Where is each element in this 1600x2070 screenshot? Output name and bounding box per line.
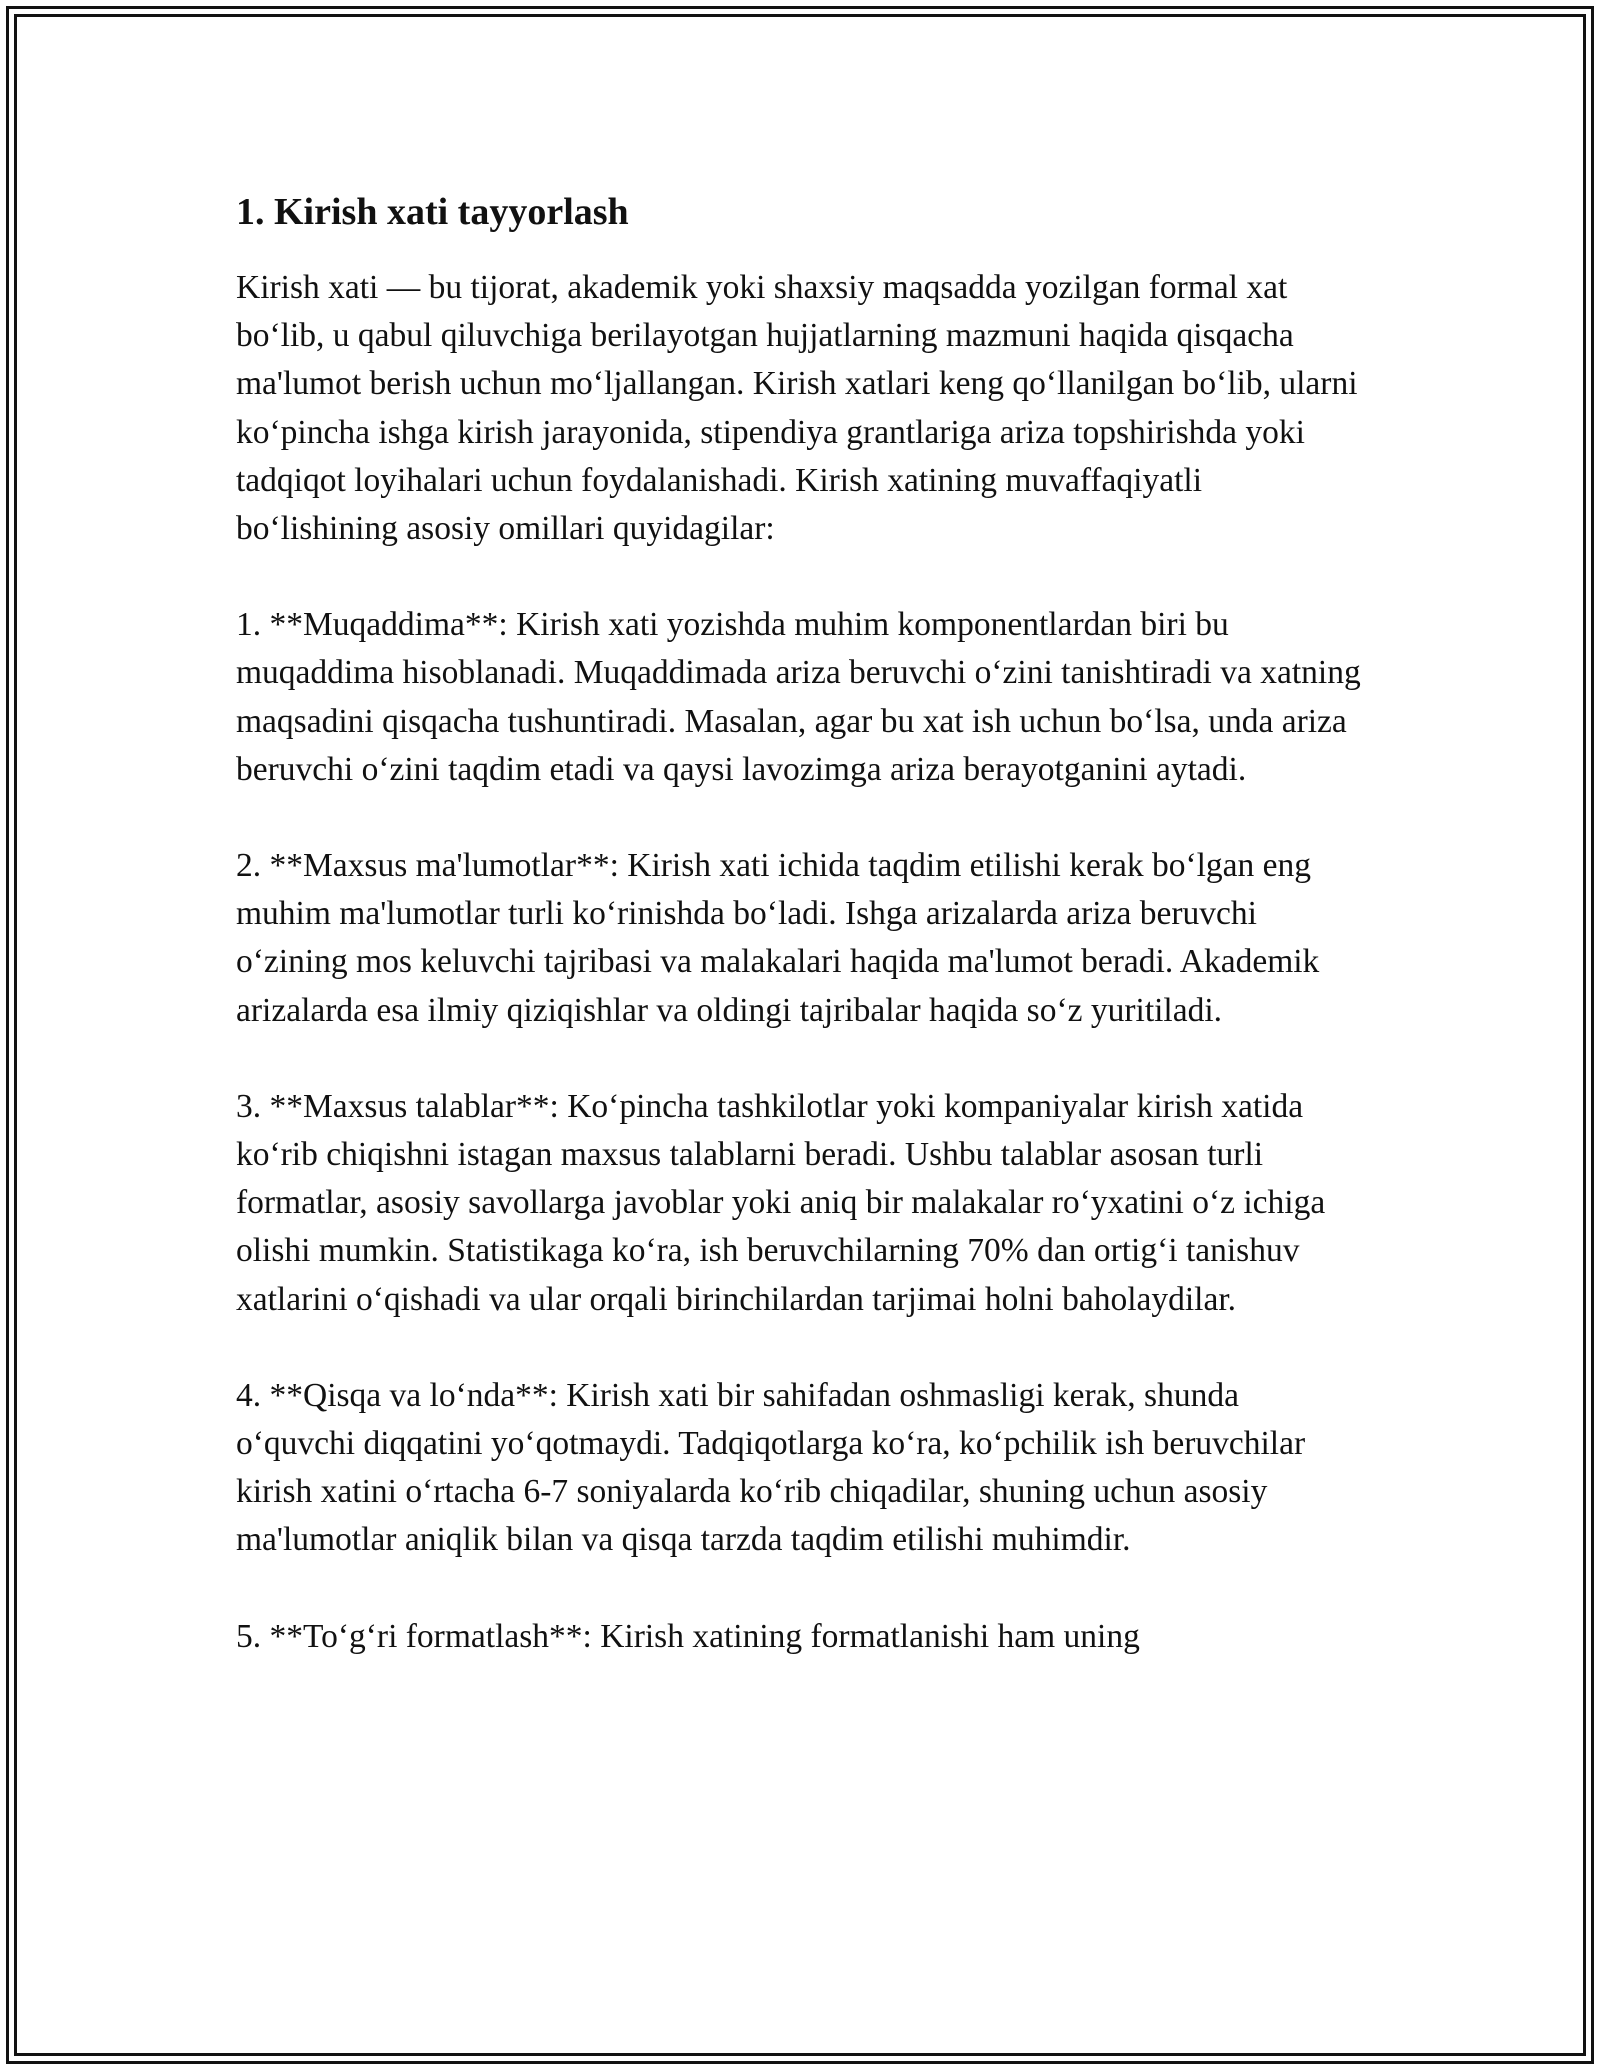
document-body bbox=[236, 186, 1366, 1709]
intro-paragraph: Kirish xati — bu tijorat, akademik yoki shaxsiy maqsadda yozilgan formal xat bo‘lib, u qabul qiluvchiga berilayotgan hujjatlarning mazmuni haqida qisqacha ma'lumot berish uchun mo‘ljallangan. Kirish xatlari keng qo‘llanilgan bo‘lib, ularni ko‘pincha ishga kirish jarayonida, stipendiya grantlariga ariza topshirishda yoki tadqiqot loyihalari uchun foydalanishadi. Kirish xatining muvaffaqiyatli bo‘lishining asosiy omillari quyidagilar: bbox=[236, 269, 1358, 548]
list-item-muqaddima: 1. **Muqaddima**: Kirish xati yozishda muhim komponentlardan biri bu muqaddima hisoblanadi. Muqaddimada ariza beruvchi o‘zini tanishtiradi va xatning maqsadini qisqacha tushuntiradi. Masalan, agar bu xat ish uchun bo‘lsa, unda ariza beruvchi o‘zini taqdim etadi va qaysi lavozimga ariza berayotganini aytadi. bbox=[236, 606, 1361, 788]
list-item-qisqa-va-londa: 4. **Qisqa va lo‘nda**: Kirish xati bir sahifadan oshmasligi kerak, shunda o‘quvchi diqqatini yo‘qotmaydi. Tadqiqotlarga ko‘ra, ko‘pchilik ish beruvchilar kirish xatini o‘rtacha 6-7 soniyalarda ko‘rib chiqadilar, shuning uchun asosiy ma'lumotlar aniqlik bilan va qisqa tarzda taqdim etilishi muhimdir. bbox=[236, 1376, 1306, 1559]
list-item-togri-formatlash: 5. **To‘g‘ri formatlash**: Kirish xatining formatlanishi ham uning bbox=[236, 1617, 1140, 1655]
document-title: 1. Kirish xati tayyorlash bbox=[236, 191, 629, 233]
list-item-maxsus-talablar: 3. **Maxsus talablar**: Ko‘pincha tashkilotlar yoki kompaniyalar kirish xatida ko‘rib chiqishni istagan maxsus talablarni beradi. Ushbu talablar asosan turli formatlar, asosiy savollarga javoblar yoki aniq bir malakalar ro‘yxatini o‘z ichiga olishi mumkin. Statistikaga ko‘ra, ish beruvchilarning 70% dan ortig‘i tanishuv xatlarini o‘qishadi va ular orqali birinchilardan tarjimai holni baholaydilar. bbox=[236, 1087, 1326, 1318]
list-item-maxsus-malumotlar: 2. **Maxsus ma'lumotlar**: Kirish xati ichida taqdim etilishi kerak bo‘lgan eng muhim ma'lumotlar turli ko‘rinishda bo‘ladi. Ishga arizalarda ariza beruvchi o‘zining mos keluvchi tajribasi va malakalari haqida ma'lumot beradi. Akademik arizalarda esa ilmiy qiziqishlar va oldingi tajribalar haqida so‘z yuritiladi. bbox=[236, 847, 1320, 1029]
